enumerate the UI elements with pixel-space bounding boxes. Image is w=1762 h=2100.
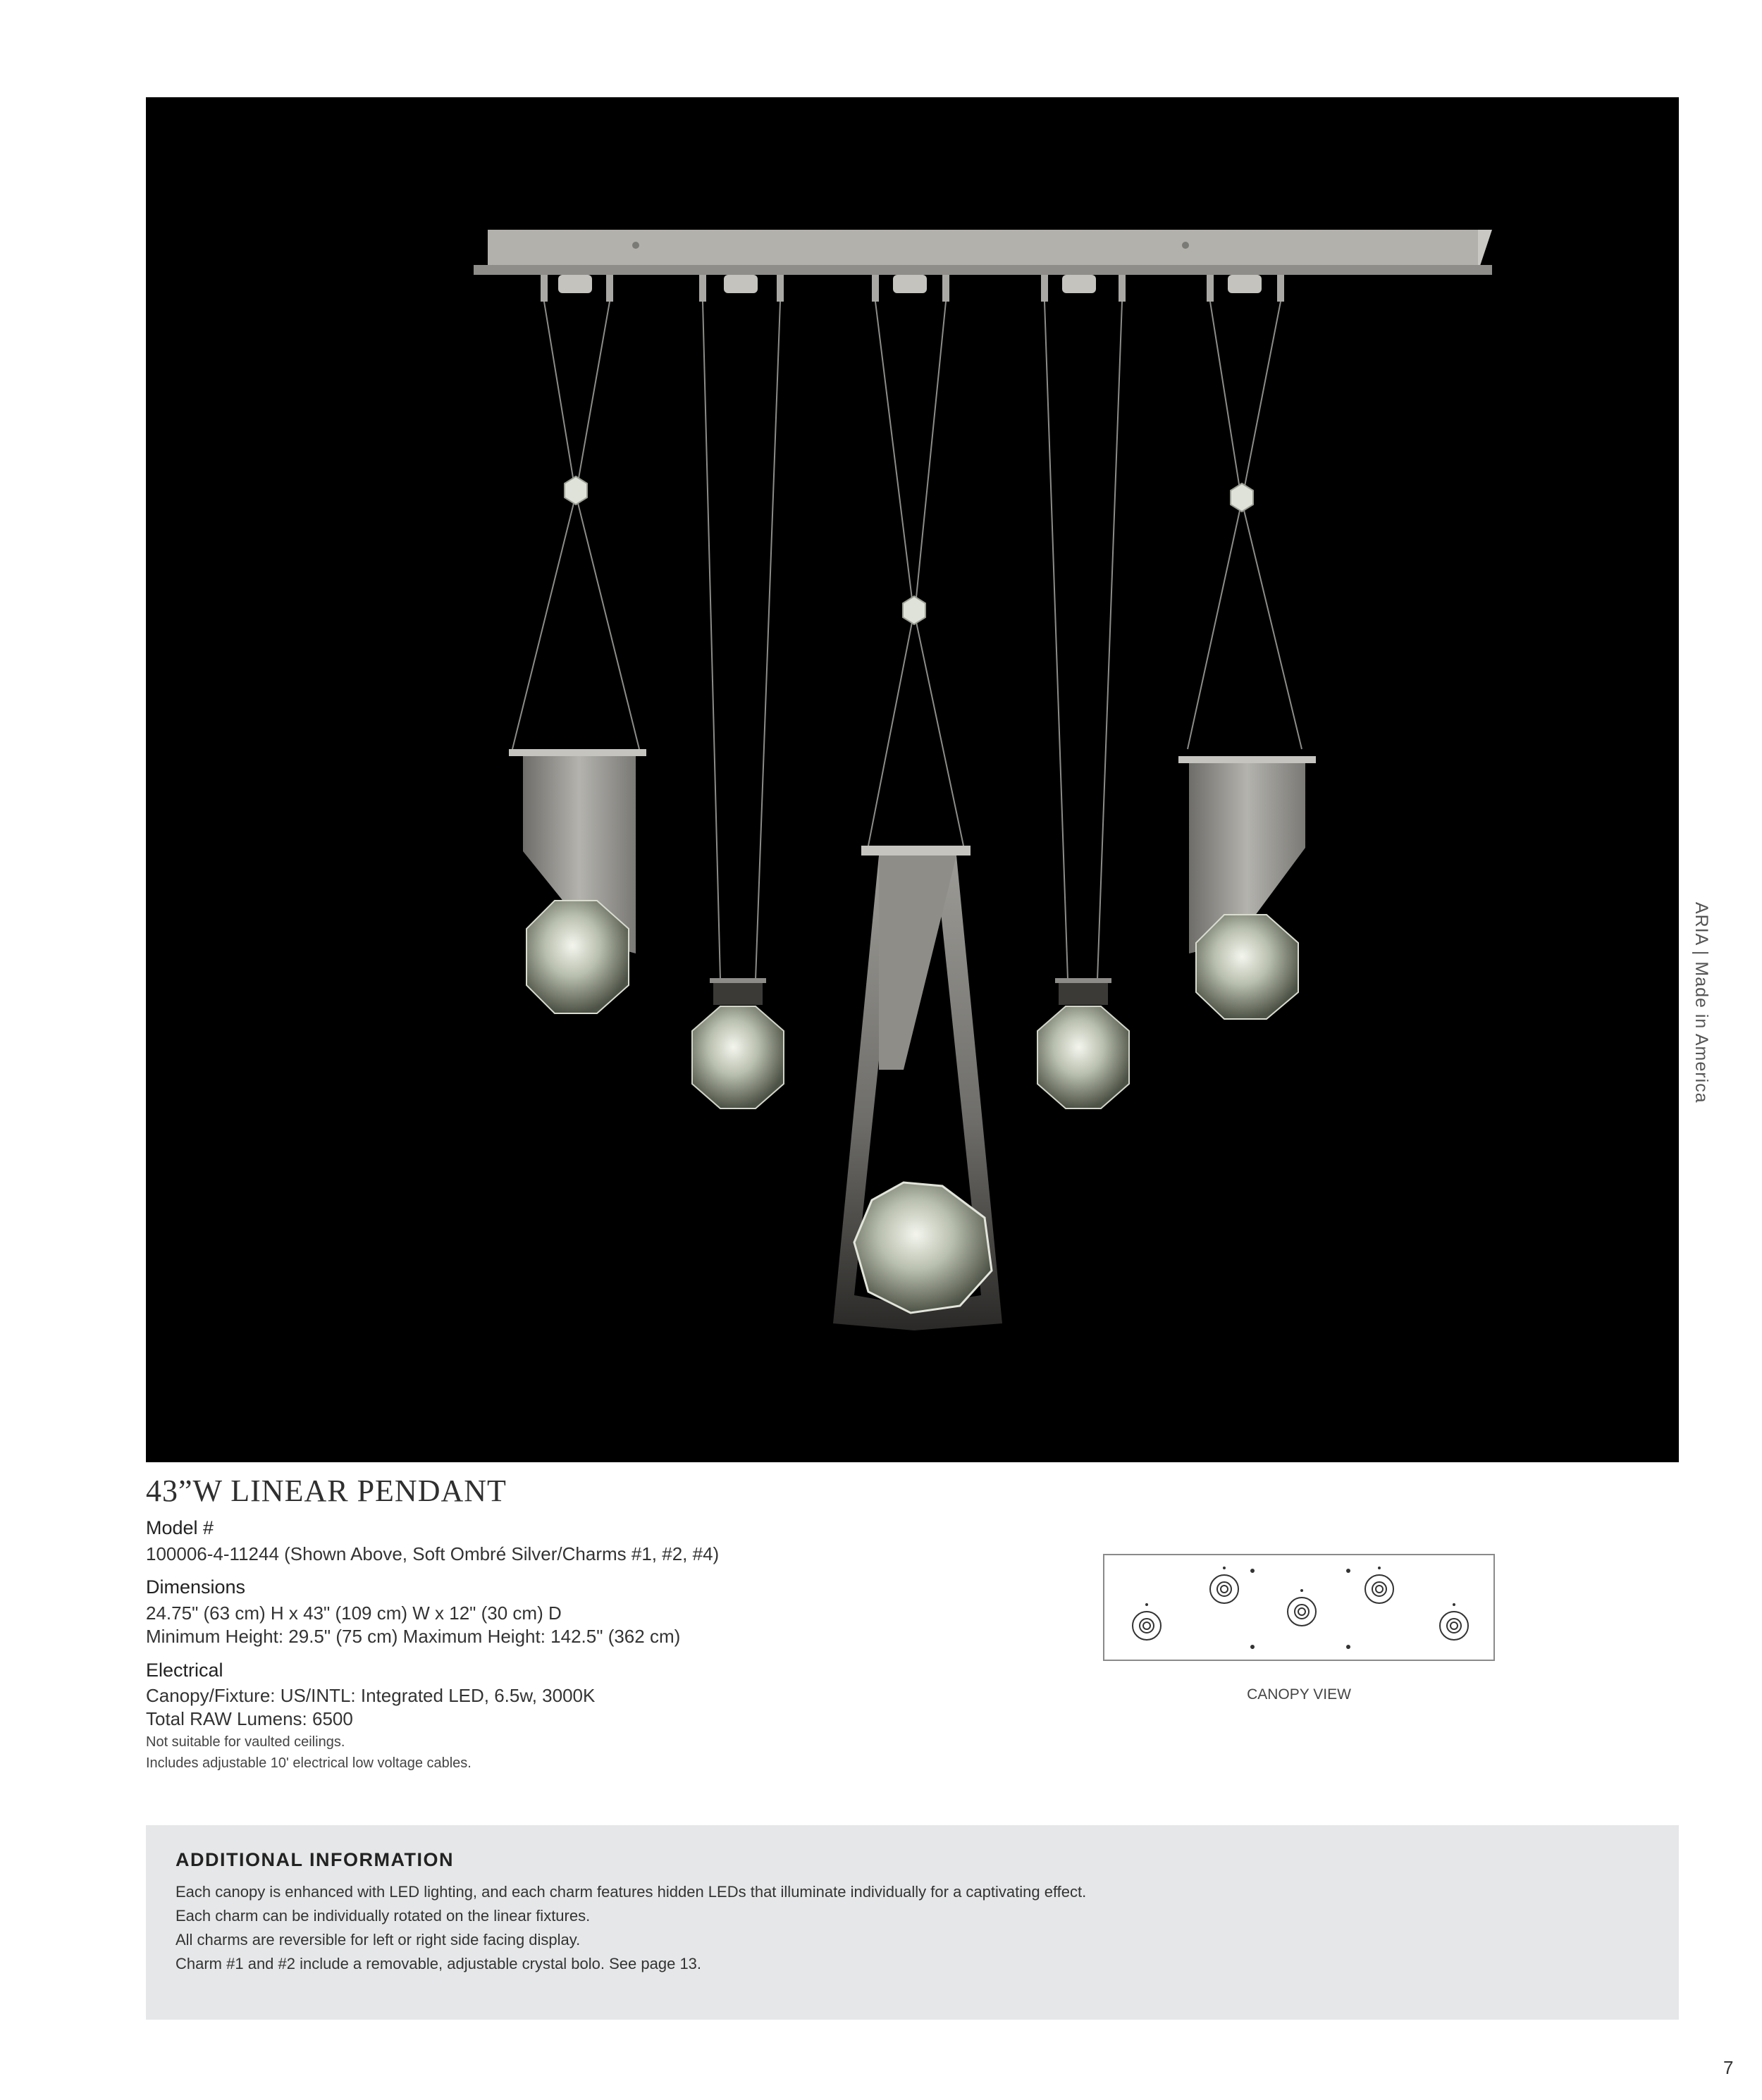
charm-center: [833, 846, 1002, 1330]
note-vaulted-ceilings: Not suitable for vaulted ceilings.: [146, 1734, 345, 1750]
canopy-port-5: [1440, 1612, 1468, 1640]
model-heading: Model #: [146, 1517, 214, 1538]
pendant-illustration: [146, 97, 1679, 1462]
dimensions-heading: Dimensions: [146, 1576, 246, 1598]
dimensions-line-1: 24.75" (63 cm) H x 43" (109 cm) W x 12" (30 cm) D: [146, 1602, 562, 1624]
product-photo: [146, 97, 1679, 1462]
canopy-view-caption: CANOPY VIEW: [1247, 1686, 1351, 1703]
additional-info-panel: [146, 1825, 1679, 2020]
canopy-port-2: [1210, 1575, 1238, 1603]
canopy-port-4: [1365, 1575, 1393, 1603]
canopy-diagram-drawing: [1104, 1555, 1493, 1660]
page-number: 7: [1723, 2057, 1734, 2078]
info-line-1: Each canopy is enhanced with LED lighting, and each charm features hidden LEDs that illuminate individually for a captivating effect.: [175, 1883, 1087, 1901]
charm-right-center: [1037, 978, 1129, 1108]
info-line-2: Each charm can be individually rotated on the linear fixtures.: [175, 1907, 591, 1925]
product-title: 43”W LINEAR PENDANT: [146, 1474, 507, 1508]
charm-left: [509, 749, 646, 1013]
electrical-line-2: Total RAW Lumens: 6500: [146, 1708, 353, 1729]
crystal-bolos: [565, 476, 1253, 624]
canopy-port-3: [1288, 1598, 1316, 1626]
electrical-heading: Electrical: [146, 1660, 223, 1681]
note-cables: Includes adjustable 10' electrical low voltage cables.: [146, 1755, 472, 1771]
canopy-view-diagram: [1103, 1554, 1495, 1661]
electrical-line-1: Canopy/Fixture: US/INTL: Integrated LED, 6.5w, 3000K: [146, 1685, 596, 1706]
collection-side-label: ARIA | Made in America: [1692, 902, 1711, 1104]
canopy-bar: [474, 230, 1492, 275]
dimensions-line-2: Minimum Height: 29.5" (75 cm) Maximum Height: 142.5" (362 cm): [146, 1626, 681, 1647]
model-value: 100006-4-11244 (Shown Above, Soft Ombré Silver/Charms #1, #2, #4): [146, 1543, 720, 1564]
additional-info-heading: ADDITIONAL INFORMATION: [175, 1849, 454, 1870]
canopy-downlights: [541, 275, 1284, 302]
info-line-3: All charms are reversible for left or right side facing display.: [175, 1931, 581, 1948]
charm-right: [1178, 756, 1316, 1019]
charm-left-center: [692, 978, 784, 1108]
info-line-4: Charm #1 and #2 include a removable, adjustable crystal bolo. See page 13.: [175, 1955, 702, 1972]
canopy-port-1: [1133, 1612, 1161, 1640]
